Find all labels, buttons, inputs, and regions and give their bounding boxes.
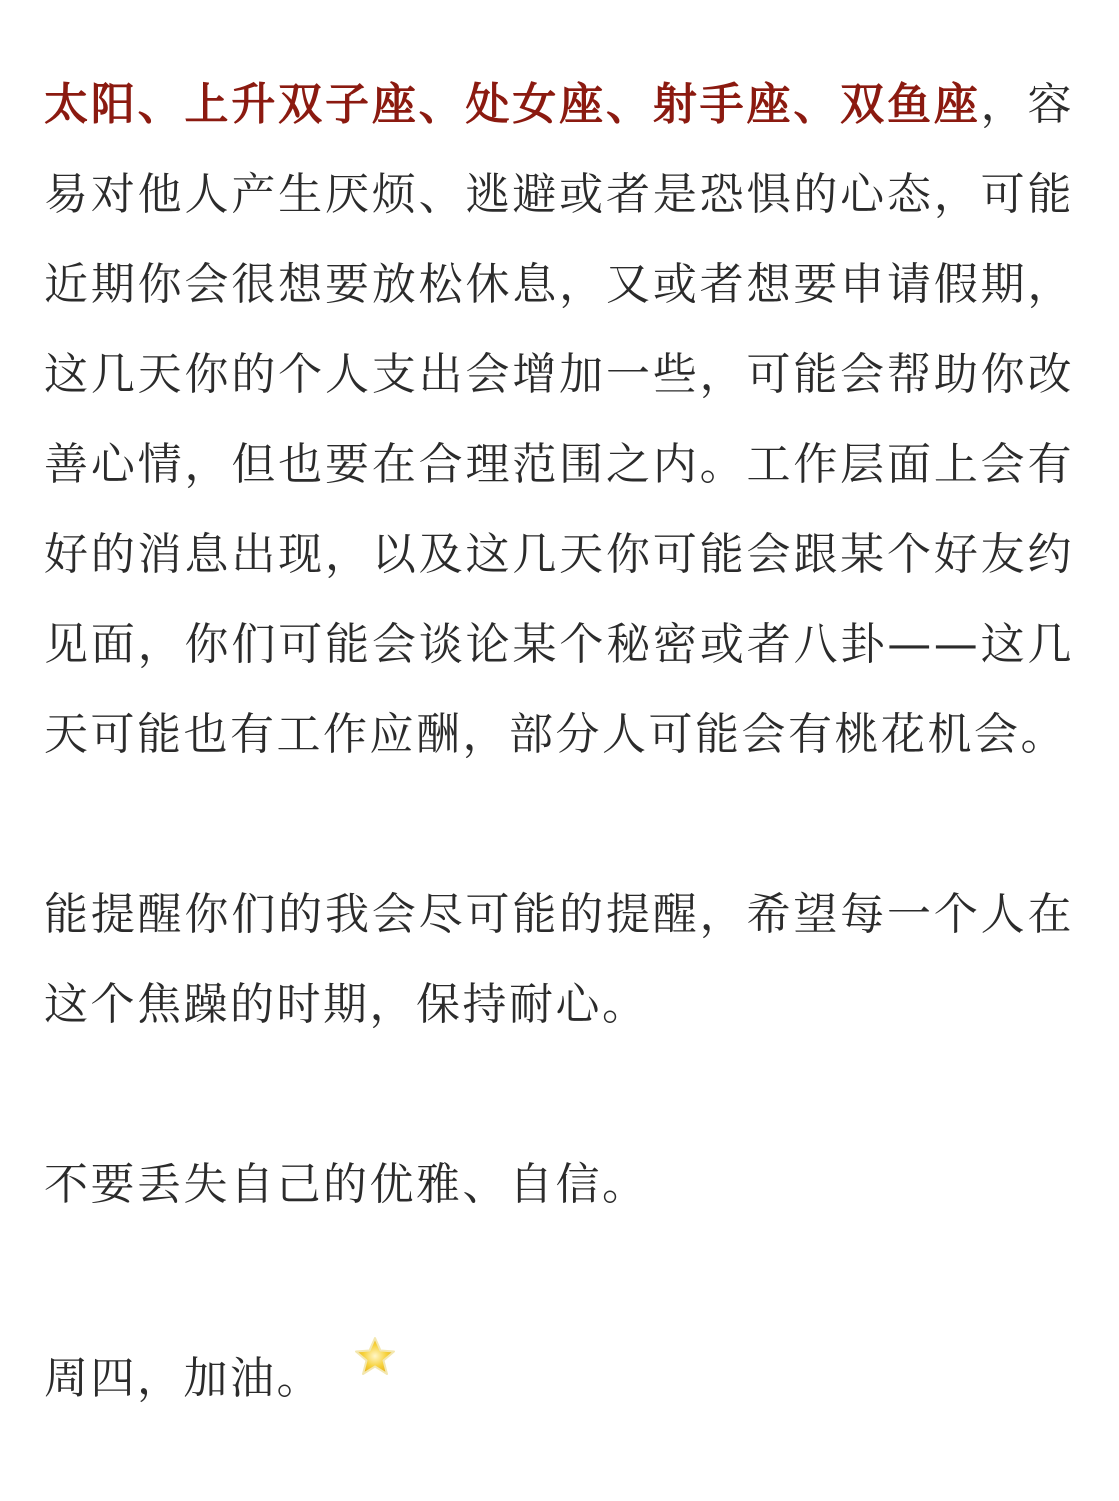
article-body (44, 60, 1074, 1424)
paragraph-closing (44, 1320, 1074, 1424)
closing-text: 周四，加油。 (44, 1353, 323, 1404)
paragraph-reminder: 能提醒你们的我会尽可能的提醒，希望每一个人在这个焦躁的时期，保持耐心。 (44, 889, 1074, 1030)
star-icon (353, 1320, 397, 1364)
signs-highlight: 太阳、上升双子座、处女座、射手座、双鱼座 (44, 79, 981, 130)
paragraph-horoscope (44, 60, 1074, 780)
horoscope-text: ，容易对他人产生厌烦、逃避或者是恐惧的心态，可能近期你会很想要放松休息，又或者想要申请假期，这几天你的个人支出会增加一些，可能会帮助你改善心情，但也要在合理范围之内。工作层面上会有好的消息出现，以及这几天你可能会跟某个好友约见面，你们可能会谈论某个秘密或者八卦——这几天可能也有工作应酬，部分人可能会有桃花机会。 (44, 79, 1075, 760)
paragraph-confidence: 不要丢失自己的优雅、自信。 (44, 1159, 649, 1210)
